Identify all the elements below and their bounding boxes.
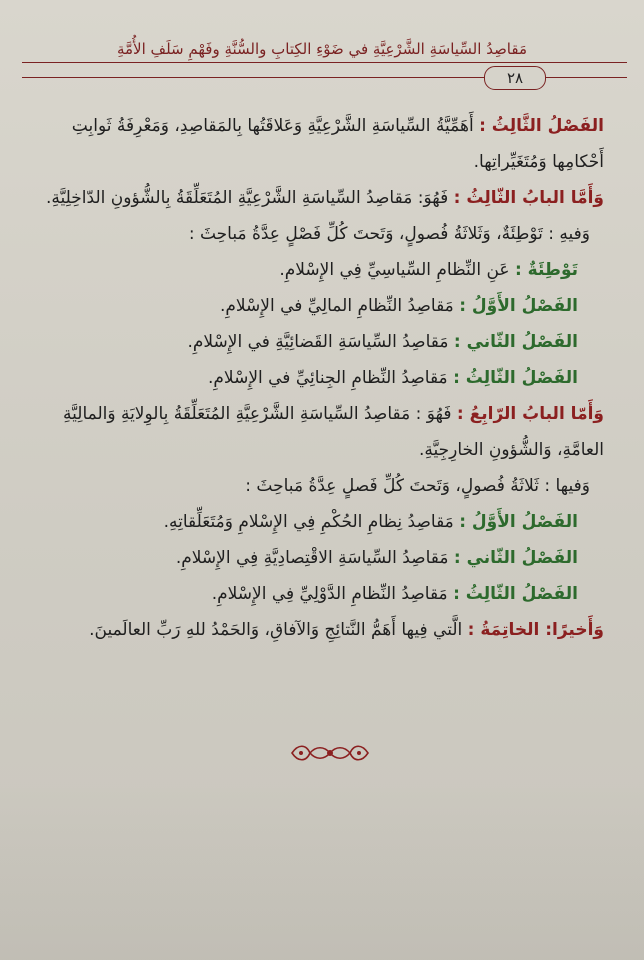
line-text: أَحْكامِها وَمُتَغَيِّراتِها. [473,152,604,172]
text-line [35,288,604,324]
line-text: أَهَمِّيَّةُ السِّياسَةِ الشَّرْعِيَّةِ وَعَلاقَتُها بِالمَقاصِدِ، وَمَعْرِفَةُ ثَوابِتِ [71,116,480,136]
text-line [35,180,604,216]
text-line [35,612,604,648]
line-text: مَقاصِدُ نِظامِ الحُكْمِ فِي الإِسْلامِ وَمُتَعَلِّقاتِهِ. [163,512,460,532]
text-line [35,216,604,252]
line-label: تَوْطِئَةٌ : [514,260,578,280]
line-text: مَقاصِدُ النِّظامِ الجِنائِيِّ في الإِسْلامِ. [208,368,454,388]
text-line [35,324,604,360]
line-label: وَأَمّا البابُ الرّابِعُ : [456,404,604,424]
line-label: وَأَمَّا البابُ الثّالِثُ : [453,188,604,208]
text-line [35,252,604,288]
line-label: الفَصْلُ الثّاني : [453,332,578,352]
running-header-title: مَقاصِدُ السِّياسَةِ الشَّرْعِيَّةِ في ضَوْءِ الكِتابِ والسُّنَّةِ وفَهْمِ سَلَفِ الأُمَّةِ [116,40,527,58]
line-label: الفَصْلُ الثَّالِثُ : [479,116,604,136]
line-text: فَهُوَ: مَقاصِدُ السِّياسَةِ الشَّرْعِيَّةِ المُتَعَلِّقَةُ بِالشُّؤونِ الدّاخِلِيَّةِ. [46,188,454,208]
text-line [35,144,604,180]
line-text: فَهُوَ : مَقاصِدُ السِّياسَةِ الشَّرْعِيَّةِ المُتَعَلِّقَةُ بِالوِلايَةِ وَالمالِيَّةِ [63,404,457,424]
page-body [35,108,604,648]
text-line [35,396,604,432]
line-text: مَقاصِدُ النِّظامِ الدَّوْلِيِّ فِي الإِسْلامِ. [211,584,454,604]
line-text: عَنِ النِّظامِ السِّياسِيِّ فِي الإِسْلامِ. [279,260,515,280]
line-label: الفَصْلُ الثّاني : [453,548,578,568]
header-rule-top [22,62,627,63]
blank-lower-page [0,780,644,960]
line-label: الفَصْلُ الأَوَّلُ : [459,512,578,532]
line-text: وَفيها : ثَلاثَةُ فُصولٍ، وَتَحتَ كُلِّ فَصلٍ عِدَّةُ مَباحِثَ : [245,476,590,496]
line-label: وَأَخيرًا: الخاتِمَةُ : [467,620,604,640]
line-text: وَفيهِ : تَوْطِئَةٌ، وَثَلاثَةُ فُصولٍ، وَتَحتَ كُلِّ فَصْلٍ عِدَّةُ مَباحِثَ : [188,224,590,244]
floral-ornament-icon [288,742,372,764]
text-line [35,504,604,540]
line-label: الفَصْلُ الثّالِثُ : [453,584,578,604]
page-number: ٢٨ [484,66,546,90]
line-label: الفَصْلُ الأَوَّلُ : [459,296,578,316]
line-text: مَقاصِدُ النِّظامِ المالِيِّ في الإِسْلامِ. [219,296,460,316]
text-line [35,432,604,468]
text-line [35,576,604,612]
line-text: العامَّةِ، وَالشُّؤونِ الخارِجِيَّةِ. [419,440,604,460]
line-text: مَقاصِدُ السِّياسَةِ القَضائِيَّةِ في الإِسْلامِ. [187,332,454,352]
line-text: الَّتي فِيها أَهَمُّ النَّتائِجِ وَالآفاقِ، وَالحَمْدُ للهِ رَبِّ العالَمينَ. [89,620,468,640]
line-label: الفَصْلُ الثّالِثُ : [453,368,578,388]
text-line [35,468,604,504]
text-line [35,360,604,396]
line-text: مَقاصِدُ السِّياسَةِ الاقْتِصادِيَّةِ فِي الإِسْلامِ. [175,548,454,568]
text-line [35,540,604,576]
text-line [35,108,604,144]
